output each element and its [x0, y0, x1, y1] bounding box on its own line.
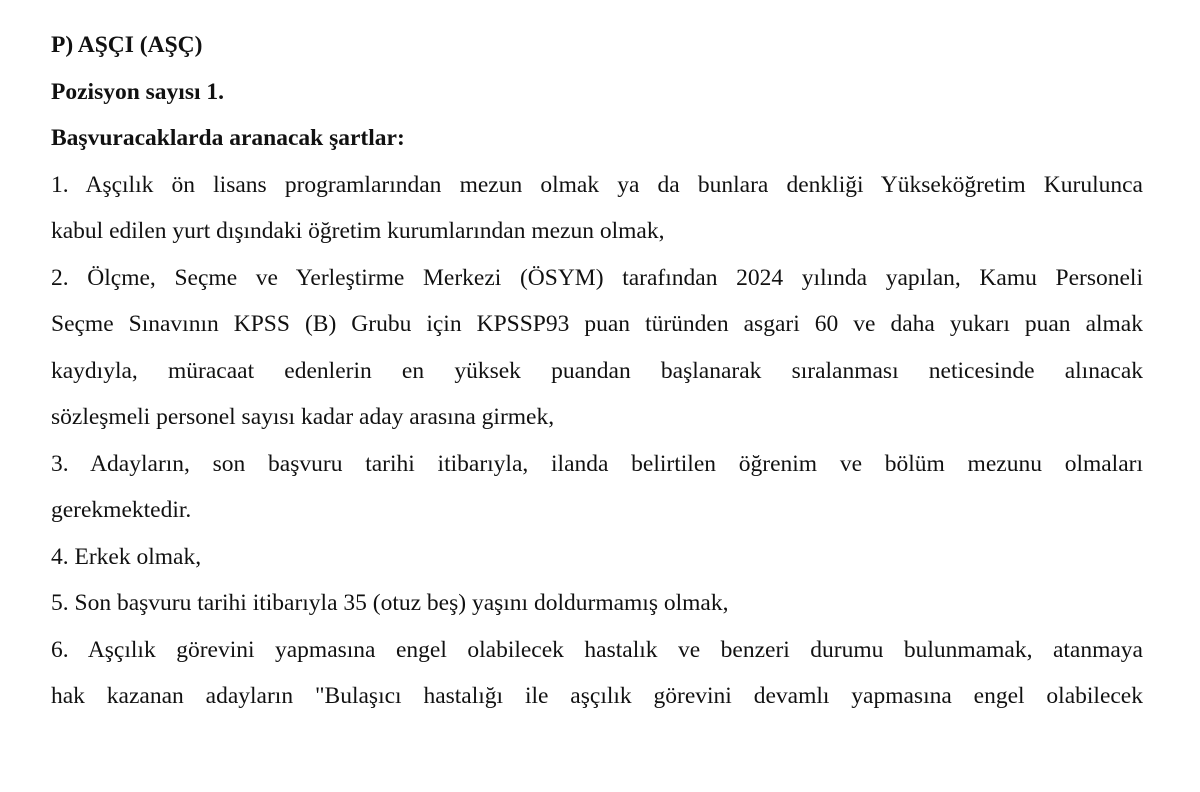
- requirement-item-4: [51, 534, 1143, 581]
- requirement-line: Seçme Sınavının KPSS (B) Grubu için KPSSP93 puan türünden asgari 60 ve daha yukarı puan almak: [51, 311, 1143, 337]
- requirement-line: gerekmektedir.: [51, 497, 192, 523]
- requirement-item-3: [51, 441, 1143, 534]
- requirement-item-2: [51, 255, 1143, 441]
- requirement-line: 4. Erkek olmak,: [51, 543, 202, 570]
- requirement-line: 1. Aşçılık ön lisans programlarından mezun olmak ya da bunlara denkliği Yükseköğretim Kurulunca: [51, 171, 1143, 198]
- requirement-line: hak kazanan adayların "Bulaşıcı hastalığı ile aşçılık görevini devamlı yapmasına engel olabilecek: [51, 683, 1143, 709]
- requirement-line: kabul edilen yurt dışındaki öğretim kurumlarından mezun olmak,: [51, 218, 665, 244]
- requirement-line: 5. Son başvuru tarihi itibarıyla 35 (otuz beş) yaşını doldurmamış olmak,: [51, 590, 729, 616]
- requirement-line: 6. Aşçılık görevini yapmasına engel olabilecek hastalık ve benzeri durumu bulunmamak, atanmaya: [51, 636, 1143, 663]
- position-count: Pozisyon sayısı 1.: [51, 78, 225, 105]
- requirement-line: 2. Ölçme, Seçme ve Yerleştirme Merkezi (ÖSYM) tarafından 2024 yılında yapılan, Kamu Personeli: [51, 264, 1143, 291]
- requirement-item-5: [51, 580, 1143, 627]
- requirement-item-1: [51, 162, 1143, 255]
- position-title: P) AŞÇI (AŞÇ): [51, 32, 203, 58]
- requirement-line: kaydıyla, müracaat edenlerin en yüksek puandan başlanarak sıralanması neticesinde alınacak: [51, 357, 1143, 384]
- document-page: [51, 22, 1143, 720]
- requirement-item-6: [51, 627, 1143, 720]
- requirements-heading: Başvuracaklarda aranacak şartlar:: [51, 125, 405, 151]
- requirement-line: 3. Adayların, son başvuru tarihi itibarıyla, ilanda belirtilen öğrenim ve bölüm mezunu olmaları: [51, 450, 1143, 477]
- requirement-line: sözleşmeli personel sayısı kadar aday arasına girmek,: [51, 404, 555, 430]
